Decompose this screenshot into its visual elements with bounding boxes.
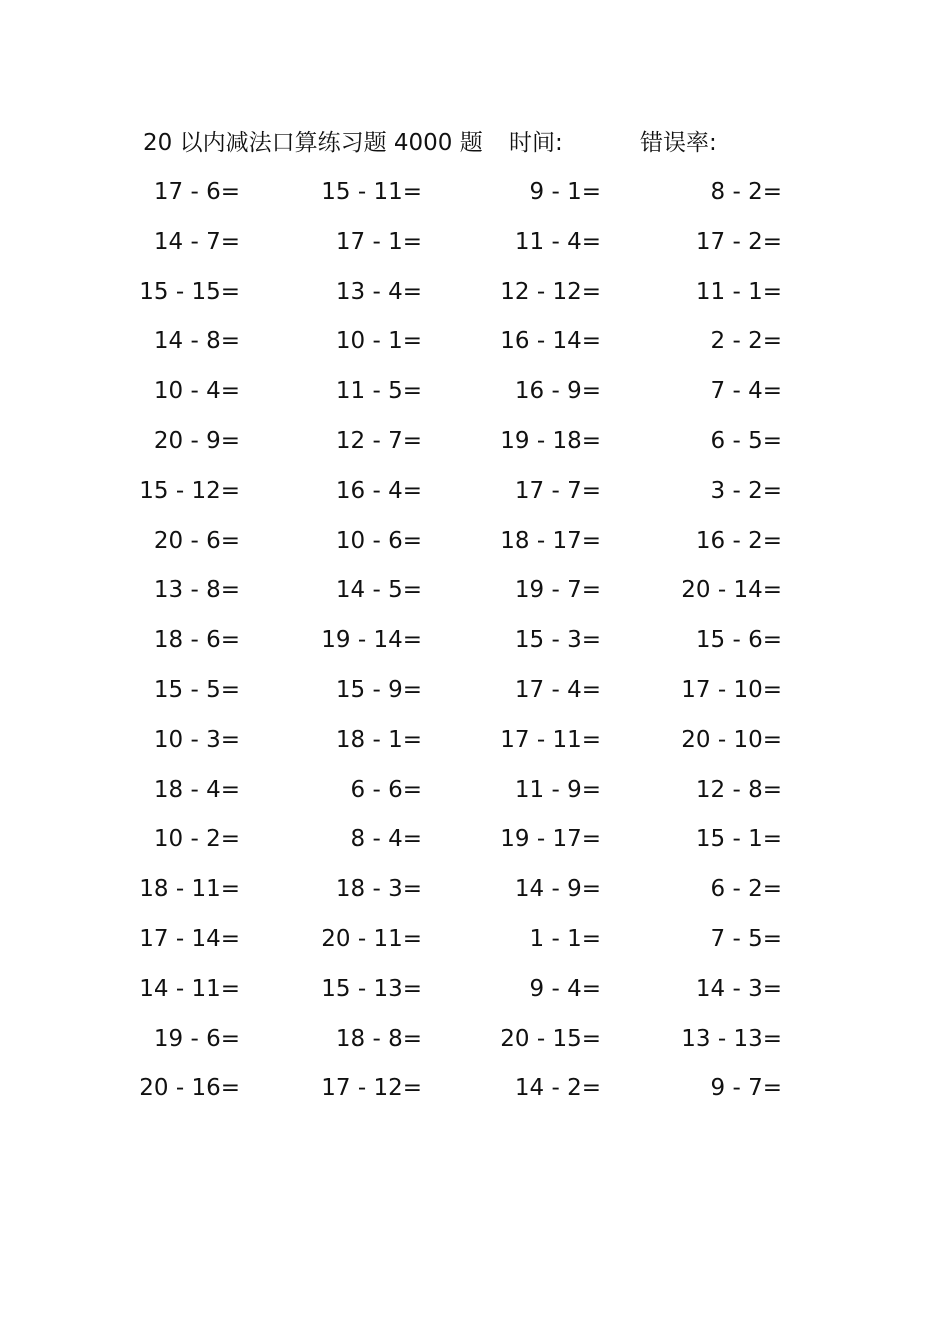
problem-item: 15 - 13= (321, 975, 422, 1002)
problem-row (0, 222, 950, 262)
problem-item: 16 - 2= (695, 527, 782, 554)
problem-item: 17 - 7= (514, 477, 601, 504)
problem-item: 2 - 2= (710, 328, 782, 355)
problem-item: 19 - 18= (500, 428, 601, 454)
worksheet-header (143, 125, 863, 161)
problem-item: 17 - 11= (500, 726, 601, 753)
problem-item: 8 - 2= (710, 179, 782, 205)
problem-row (0, 1019, 950, 1059)
problem-item: 9 - 1= (529, 179, 601, 205)
problem-item: 17 - 10= (681, 677, 782, 703)
problem-item: 10 - 4= (153, 378, 240, 405)
problem-item: 15 - 12= (139, 477, 240, 504)
problem-row (0, 670, 950, 710)
problem-row (0, 371, 950, 411)
problem-item: 20 - 16= (139, 1075, 240, 1102)
problem-item: 15 - 3= (514, 627, 601, 654)
problem-item: 17 - 12= (321, 1075, 422, 1102)
problem-item: 16 - 9= (514, 378, 601, 405)
problem-row (0, 819, 950, 859)
problem-item: 15 - 15= (139, 278, 240, 305)
problem-item: 20 - 9= (153, 428, 240, 454)
problem-item: 18 - 17= (500, 527, 601, 554)
problem-item: 14 - 5= (335, 577, 422, 604)
problem-item: 9 - 7= (710, 1075, 782, 1102)
problem-row (0, 521, 950, 561)
problem-item: 19 - 14= (321, 627, 422, 654)
problem-row (0, 321, 950, 361)
problem-item: 20 - 14= (681, 577, 782, 604)
problem-item: 11 - 4= (514, 228, 601, 255)
problem-item: 10 - 1= (335, 328, 422, 355)
problem-item: 15 - 11= (321, 179, 422, 205)
problem-item: 7 - 5= (710, 926, 782, 952)
problem-row (0, 471, 950, 511)
problem-item: 11 - 5= (335, 378, 422, 405)
problem-row (0, 720, 950, 760)
problem-row (0, 172, 950, 212)
problem-item: 14 - 9= (514, 876, 601, 903)
problem-row (0, 272, 950, 312)
problem-item: 13 - 8= (153, 577, 240, 604)
problem-item: 18 - 11= (139, 876, 240, 903)
problem-row (0, 421, 950, 461)
problem-item: 15 - 1= (695, 826, 782, 853)
problem-item: 18 - 8= (335, 1025, 422, 1052)
problem-item: 19 - 17= (500, 826, 601, 853)
problem-item: 17 - 6= (153, 179, 240, 205)
problem-item: 19 - 6= (153, 1025, 240, 1052)
problem-item: 15 - 9= (335, 677, 422, 703)
problem-item: 13 - 13= (681, 1025, 782, 1052)
problem-row (0, 620, 950, 660)
problem-item: 10 - 2= (153, 826, 240, 853)
problem-row (0, 869, 950, 909)
time-label: 时间: (509, 130, 563, 156)
problem-row (0, 770, 950, 810)
problem-item: 11 - 1= (695, 278, 782, 305)
problem-item: 10 - 3= (153, 726, 240, 753)
problem-row (0, 919, 950, 959)
problem-item: 13 - 4= (335, 278, 422, 305)
problem-item: 18 - 1= (335, 726, 422, 753)
problem-row (0, 570, 950, 610)
problem-item: 20 - 6= (153, 527, 240, 554)
problem-item: 7 - 4= (710, 378, 782, 405)
problem-item: 19 - 7= (514, 577, 601, 604)
error-rate-label: 错误率: (640, 130, 717, 156)
problem-item: 14 - 2= (514, 1075, 601, 1102)
problem-item: 11 - 9= (514, 776, 601, 803)
problem-item: 18 - 4= (153, 776, 240, 803)
problem-item: 14 - 7= (153, 228, 240, 255)
problem-item: 15 - 5= (153, 677, 240, 703)
problem-row (0, 1068, 950, 1108)
problem-item: 6 - 5= (710, 428, 782, 454)
problem-item: 14 - 8= (153, 328, 240, 355)
problem-item: 8 - 4= (350, 826, 422, 853)
problem-item: 6 - 6= (350, 776, 422, 803)
problem-item: 16 - 4= (335, 477, 422, 504)
problem-item: 17 - 2= (695, 228, 782, 255)
worksheet-title: 20 以内减法口算练习题 4000 题 (143, 130, 483, 156)
problem-item: 17 - 14= (139, 926, 240, 952)
problem-item: 14 - 3= (695, 975, 782, 1002)
problem-item: 18 - 3= (335, 876, 422, 903)
problem-item: 14 - 11= (139, 975, 240, 1002)
problem-item: 12 - 7= (335, 428, 422, 454)
problem-item: 3 - 2= (710, 477, 782, 504)
problem-item: 17 - 1= (335, 228, 422, 255)
problem-item: 18 - 6= (153, 627, 240, 654)
problem-row (0, 969, 950, 1009)
problem-item: 12 - 8= (695, 776, 782, 803)
problem-item: 17 - 4= (514, 677, 601, 703)
problem-item: 20 - 15= (500, 1025, 601, 1052)
problem-item: 15 - 6= (695, 627, 782, 654)
problem-item: 1 - 1= (529, 926, 601, 952)
problem-item: 6 - 2= (710, 876, 782, 903)
problem-item: 20 - 11= (321, 926, 422, 952)
problem-item: 10 - 6= (335, 527, 422, 554)
problem-item: 9 - 4= (529, 975, 601, 1002)
problem-item: 20 - 10= (681, 726, 782, 753)
problem-item: 16 - 14= (500, 328, 601, 355)
problem-item: 12 - 12= (500, 278, 601, 305)
